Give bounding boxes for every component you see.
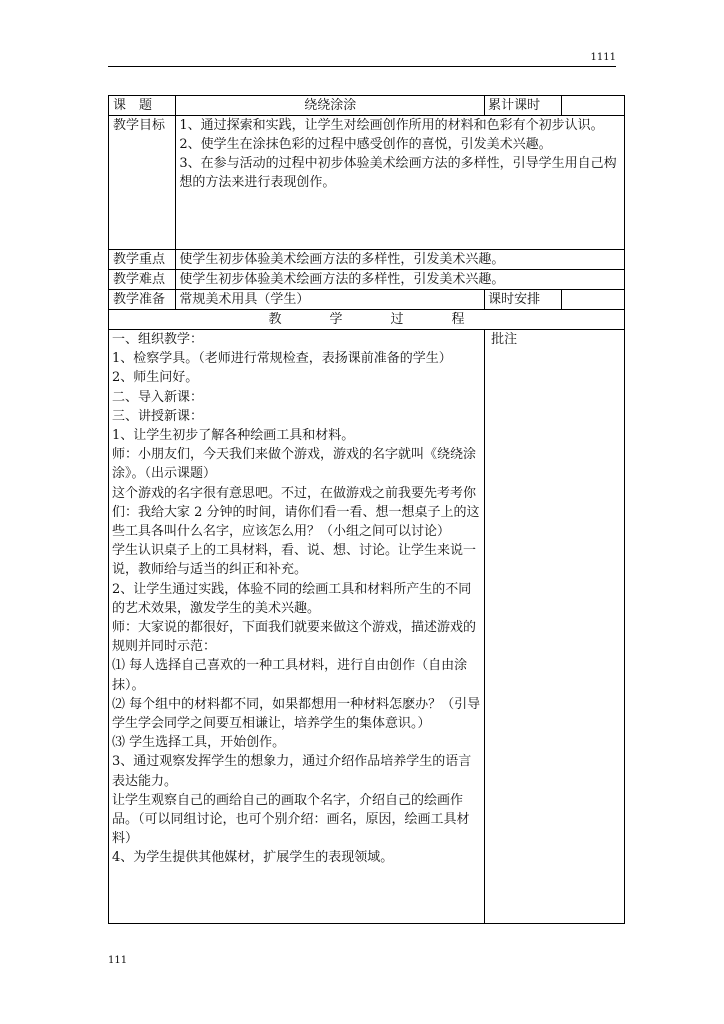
key-points-label: 教学重点 xyxy=(109,250,176,270)
process-line: ⑶ 学生选择工具，开始创作。 xyxy=(112,735,286,751)
goals-label: 教学目标 xyxy=(109,116,176,250)
prep-row xyxy=(109,290,625,310)
process-line: 让学生观察自己的画给自己的画取个名字，介绍自己的绘画作品。（可以同组讨论，也可个别介绍：画名，原因，绘画工具材料） xyxy=(112,792,470,847)
process-title xyxy=(109,310,625,330)
goals-content xyxy=(176,116,625,250)
process-body-row xyxy=(109,330,625,924)
difficulties-value: 使学生初步体验美术绘画方法的多样性，引发美术兴趣。 xyxy=(176,270,625,290)
process-line: 2、师生问好。 xyxy=(112,370,199,386)
process-line: 2、让学生通过实践，体验不同的绘画工具和材料所产生的不同的艺术效果，激发学生的美术兴趣。 xyxy=(112,581,472,616)
process-title-char: 程 xyxy=(451,312,465,327)
process-line: 1、检察学具。（老师进行常规检查，表扬课前准备的学生） xyxy=(112,351,452,367)
process-line: ⑴ 每人选择自己喜欢的一种工具材料，进行自由创作（自由涂抹）。 xyxy=(112,658,468,693)
process-line: 师：小朋友们，今天我们来做个游戏，游戏的名字就叫《绕绕涂涂》。（出示课题） xyxy=(112,447,477,482)
header-rule xyxy=(108,66,616,67)
goal-item: 2、使学生在涂抹色彩的过程中感受创作的喜悦，引发美术兴趣。 xyxy=(179,137,552,152)
process-content xyxy=(109,330,485,924)
key-points-value: 使学生初步体验美术绘画方法的多样性，引发美术兴趣。 xyxy=(176,250,625,270)
remarks-cell xyxy=(485,330,625,924)
process-line: 这个游戏的名字很有意思吧。不过，在做游戏之前我要先考考你们：我给大家 2 分钟的时间，请你们看一看、想一想桌子上的这些工具各叫什么名字，应该怎么用？（小组之间可以讨论） xyxy=(112,485,480,540)
process-line: 3、通过观察发挥学生的想象力，通过介绍作品培养学生的语言表达能力。 xyxy=(112,754,472,789)
difficulties-label: 教学难点 xyxy=(109,270,176,290)
goal-item: 1、通过探索和实践，让学生对绘画创作所用的材料和色彩有个初步认识。 xyxy=(179,118,604,133)
process-title-row xyxy=(109,310,625,330)
key-points-row xyxy=(109,250,625,270)
topic-value: 绕绕涂涂 xyxy=(176,96,485,116)
goal-item: 3、在参与活动的过程中初步体验美术绘画方法的多样性，引导学生用自己构想的方法来进行表现创作。 xyxy=(179,156,617,190)
process-line: ⑵ 每个组中的材料都不同，如果都想用一种材料怎麽办？（引导学生学会同学之间要互相谦让，培养学生的集体意识。） xyxy=(112,696,481,732)
goals-row xyxy=(109,116,625,250)
process-line: 学生认识桌子上的工具材料，看、说、想、讨论。让学生来说一说，教师给与适当的纠正和补充。 xyxy=(112,543,477,578)
lesson-plan-table xyxy=(108,95,625,924)
process-line: 二、导入新课： xyxy=(112,389,204,405)
prep-value: 常规美术用具（学生） xyxy=(176,290,485,310)
footer-page-number: 111 xyxy=(108,955,128,966)
process-line: 师：大家说的都很好，下面我们就要来做这个游戏，描述游戏的规则并同时示范： xyxy=(112,620,477,655)
schedule-value xyxy=(561,290,624,310)
difficulties-row xyxy=(109,270,625,290)
prep-label: 教学准备 xyxy=(109,290,176,310)
process-title-char: 过 xyxy=(390,312,404,327)
schedule-label: 课时安排 xyxy=(485,290,561,310)
process-line: 一、组织教学： xyxy=(112,332,204,347)
process-line: 1、让学生初步了解各种绘画工具和材料。 xyxy=(112,428,355,444)
topic-row xyxy=(109,96,625,116)
cumulative-hours-value xyxy=(561,96,624,116)
remarks-label: 批注 xyxy=(491,332,518,347)
process-line: 三、讲授新课： xyxy=(112,408,204,424)
header-page-number: 1111 xyxy=(590,52,616,63)
cumulative-hours-label: 累计课时 xyxy=(485,96,561,116)
process-line: 4、为学生提供其他媒材，扩展学生的表现领域。 xyxy=(112,850,394,866)
process-title-char: 教 xyxy=(268,312,282,327)
process-title-char: 学 xyxy=(329,312,343,327)
topic-label: 课 题 xyxy=(109,96,176,116)
